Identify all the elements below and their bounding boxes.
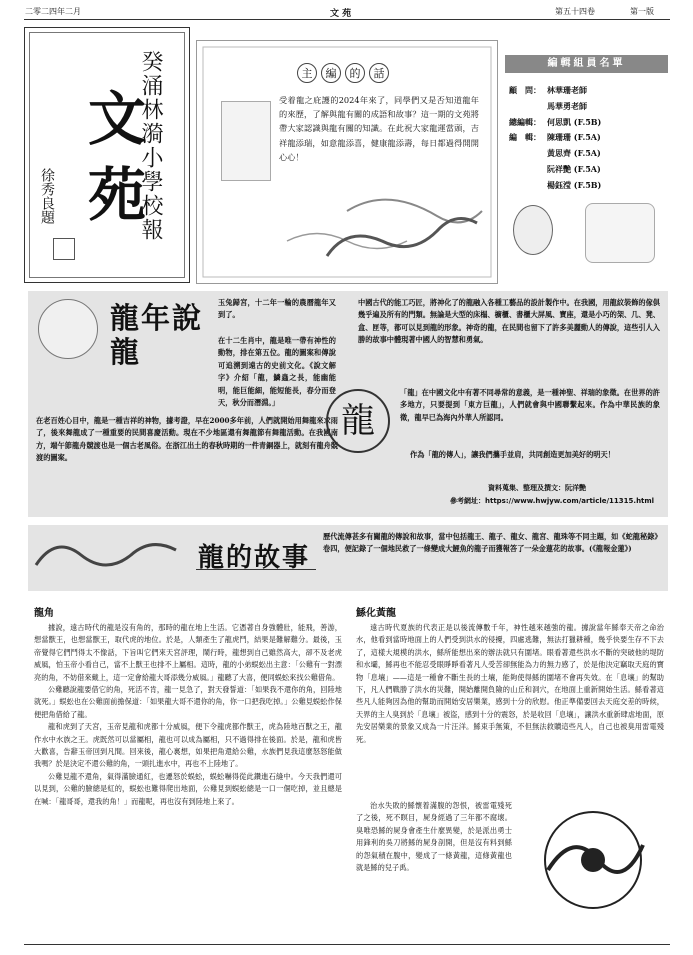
staff-role: 總編輯： [509, 116, 541, 127]
staff-name: 陳珊珊 (F.5A) [547, 132, 601, 143]
story-paragraph: 遠古時代夏族的代表正是以後流傳數千年，神性越來越強的龍。據說當年鯀奉天帝之命治水，他看到當時地面上的人們受到洪水的侵擾，四處逃難，無法打獵耕種，幾乎快要生存不下去了，這樣大規模的洪水，鯀所能想出來的辦法就只有圍堵。眼看著還些洪水不斷的突破他的堤防和水壩，鯀再也不能忍受眼睜睜看著凡人受苦卻無能為力的無力感了，於是他決定竊取天庭的寶物「息壤」——這是一種會不斷生長的土壤，能夠使得鯀的圍堵不會再失效。在「息壤」的幫助下，凡人們戰勝了洪水的災難，開始離開負險的山丘和洞穴，在地面上重新開始生活。鯀看著這些凡人能夠因為他的幫助而開始安居樂業，感到十分的欣慰。他正準備要回去天庭交差的時候，天界的主人臭到於「息壤」被盜，感到十分的震怒，於是收回「息壤」，讓洪水重新肆虐地面，原先安居樂業的景象又成為一片汪洋。鯀束手無策，不但無法救贖這些凡人，自己也被臭用雷電殘死。 [356, 623, 664, 744]
staff-role: 顧 問： [509, 85, 541, 95]
staff-name: 林華珊老師 [547, 85, 587, 95]
stories-heading: 龍的故事 [198, 543, 311, 573]
calligrapher-signature: 徐秀良題 [39, 168, 55, 224]
staff-row [509, 130, 601, 146]
story-paragraph: 龍和虎到了天宮，玉帝見龍和虎都十分威風，便下令龍虎都作獸王，虎為陸地百獸之王，龍作水中水族之王。虎既然可以當屬相，龍也可以成為屬相，只不過得排在後面。於是，龍和虎皆大歡喜，告辭玉帝回到凡間。回來後，龍心裏想，如果把角還給公雞，水族們見我這麼怒怒能做我嗎？於是決定不還公雞的角，一頭扎進水中，再也不上陸地了。 [34, 722, 342, 769]
staff-name: 何思凱 (F.5B) [547, 116, 602, 127]
story-paragraph: 公雞見龍不還角，氣得滿臉通紅，也遷怒於蜈蚣，蜈蚣嚇得從此鑽進石縫中。今天我們還可以見到，公雞的臉總是紅的，蜈蚣也難得爬出地面，公雞見到蜈蚣總是一口一個吃掉，並且總是在喊：「龍哥哥，還我的角！」而龍呢，再也沒有到陸地上來了。 [34, 771, 342, 806]
staff-panel [505, 55, 668, 285]
dragon-year-panel [28, 291, 668, 517]
dragon-year-para: 在十二生肖中，龍是唯一帶有神性的動物，排在第五位。龍的圖案和傳說可追溯到遠古的史前文化。《說文解字》介紹「龍，鱗蟲之長，能幽能明，能巨能細，能短能長，春分而登天，秋分而潛淵。」 [218, 336, 336, 408]
staff-row [509, 99, 601, 115]
issue-date: 二零二四年二月 [25, 7, 81, 16]
staff-name: 楊鈺滢 (F.5B) [547, 179, 602, 190]
story-paragraph: 治水失敗的鯀懷着滿腹的怨恨，被雷電殘死了之後，死不瞑目，屍身經過了三年都不腐壞。臭唯恐鯀的屍身會產生什麼異變，於是派出勇士用鋒利的吳刀將鯀的屍身剖開，但是沒有料到鯀的怨氣積在腹中，變成了一條黃龍，這條黃龍也就是鯀的兒子禹。 [356, 801, 512, 873]
drum-icon [513, 205, 553, 255]
staff-role: 編 輯： [509, 132, 541, 143]
dragon-year-credit: 資料蒐集、整理及撰文：阮洋艷 [488, 484, 586, 492]
staff-row [509, 178, 601, 194]
staff-row [509, 83, 601, 99]
volume-number: 第五十四卷 [555, 7, 595, 16]
staff-name: 阮祥艷 (F.5A) [547, 163, 601, 174]
kids-dancing-illustration [585, 203, 655, 263]
story-paragraph: 據說，遠古時代的龍是沒有角的，那時的龍在地上生活。它憑著自身強體壯，能飛，善游，想當獸王，也想當獸王，取代虎的地位。於是，人類產生了龍虎鬥，結果是難解難分。最後，玉帝覺得它們鬥得太不像話，下旨叫它們來天宮評理，鬧行時，龍想到自己雖然高大，卻不及老虎威風，怕玉帝小看自己，當不上獸王也排不上屬相。這時，龍的小弟蜈蚣出主意：「公雞有一對漂亮的角，不妨借來戴上，這一定會給龍大哥添幾分威風。」龍聽了大喜，便同蜈蚣來找公雞借角。 [34, 623, 342, 682]
masthead-box [24, 27, 190, 283]
horn-story-body [34, 622, 342, 808]
staff-title: 編輯組員名單 [505, 55, 668, 73]
staff-list [509, 83, 601, 194]
title-char: 主 [297, 63, 317, 83]
deity-illustration [38, 299, 98, 359]
masthead-title: 文苑 [78, 88, 146, 240]
staff-row [509, 162, 601, 178]
school-name: 癸涌林漪小學校報 [138, 50, 163, 242]
page-number: 第一版 [630, 7, 654, 16]
heading-underline [196, 569, 316, 570]
seal-stamp-icon [53, 238, 75, 260]
header-rule [24, 19, 670, 20]
gun-story-title: 鯀化黃龍 [356, 608, 396, 619]
dragon-year-reference: 參考網址：https://www.hwjyw.com/article/11315.html [450, 497, 655, 505]
story-paragraph: 公雞聽說龍要借它的角，死活不肯，龍一見急了，對天發誓道：「如果我不還你的角，回陸地就死。」蜈蚣也在公雞面前擔保道：「如果龍大哥不還你的角，你一口把我吃掉。」公雞見蜈蚣作保便把角借給了龍。 [34, 685, 342, 719]
dragon-illustration-icon [197, 41, 497, 283]
editor-note-panel [196, 40, 498, 284]
paper-name: 文 苑 [330, 9, 352, 19]
dragon-year-para: 在老百姓心目中，龍是一種吉祥的神物，據考證，早在2000多年前，人們就開始用舞龍來求雨了，後來舞龍成了一種重要的民間喜慶活動。現在不少地區還有舞龍節有舞龍活動。在我國南方，端午節龍舟競渡也是一個古老風俗。在浙江出土的春秋時期的一件青銅器上，就刻有龍舟競渡的圖案。 [36, 416, 338, 463]
staff-row [509, 115, 601, 131]
dragon-banner-icon [28, 525, 188, 591]
staff-name: 黃思齊 (F.5A) [547, 148, 601, 159]
stories-intro: 歷代流傳甚多有關龍的傳說和故事，當中包括龍王、龍子、龍女、龍宮、龍珠等不同主題，如《蛇龍秘錄》卷四，便記錄了一個地民救了一條變成大鯉魚的龍子而獲報答了一朵金蓮花的故事。(《龍報金蓮》) [323, 532, 658, 554]
dragon-year-para: 作為「龍的傳人」，讓我們攜手並肩，共同創造更加美好的明天！ [410, 450, 615, 459]
paper-cut-dragon-icon [518, 800, 668, 930]
dragon-year-para: 「龍」在中國文化中有著不同尋常的意義，是一種神聖、祥瑞的象徵。在世界的許多地方，只要提到「東方巨龍」，人們就會與中國聯繫起來。作為中華民族的象徵，龍早已為海內外華人所認同。 [400, 388, 660, 422]
staff-name: 馬華勇老師 [547, 100, 587, 111]
title-char: 編 [321, 63, 341, 83]
staff-row [509, 146, 601, 162]
stories-banner [28, 525, 668, 591]
gun-story-body [356, 622, 664, 746]
dragon-year-para: 玉兔歸宮，十二年一輪的農曆龍年又到了。 [218, 298, 336, 320]
dragon-year-heading: 龍年說龍 [110, 301, 204, 369]
title-char: 話 [369, 63, 389, 83]
title-char: 的 [345, 63, 365, 83]
dragon-year-para: 中國古代的能工巧匠，將神化了的龍融入各種工藝品的設計製作中。在我國，用龍紋裝飾的傢俱幾乎遍及所有的門類。無論是大型的床榻、櫥櫃、書櫃大屏風、寶座，還是小巧的架、几、凳、盒、匣等，都可以見到龍的形象。神奇的龍，在民間也留下了許多美麗動人的傳說，這些引人入勝的故事中體現著中國人的智慧和勇氣。 [358, 298, 660, 345]
editor-note-body: 受着龍之庇護的2024年來了，同學們又是否知道龍年的來歷，了解與龍有關的成語和故事？這一期的文苑將帶大家認識與龍有關的知識。在此祝大家龍運當頭，吉祥龍添瑞，如意龍添喜，健康龍添壽，每日都過得開開心心！ [279, 95, 479, 162]
dragon-seal-icon: 龍 [326, 389, 390, 453]
footer-rule [24, 944, 670, 945]
horn-story-title: 龍角 [34, 608, 54, 619]
